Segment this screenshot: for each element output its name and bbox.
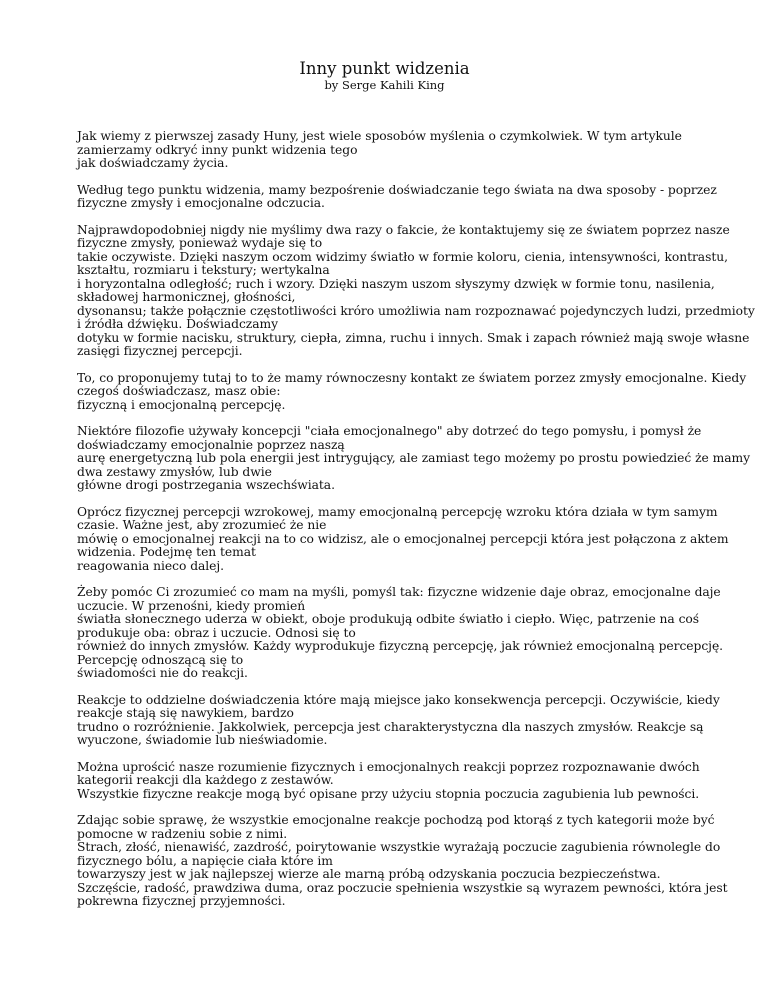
text-line: Oprócz fizycznej percepcji wzrokowej, mamy emocjonalną percepcję wzroku która działa w tym samym xyxy=(77,504,718,519)
text-line: Można uprościć nasze rozumienie fizycznych i emocjonalnych reakcji poprzez rozpoznawanie dwóch xyxy=(77,759,700,774)
paragraph xyxy=(77,504,729,574)
text-line: czegoś doświadczasz, masz obie: xyxy=(77,384,281,398)
text-line: Strach, złość, nienawiść, zazdrość, poirytowanie wszystkie wyrażają poczucie zagubienia równolegle do xyxy=(77,840,721,854)
document-page xyxy=(77,59,755,922)
text-line: aurę energetyczną lub pola energii jest intrygujący, ale zamiast tego możemy po prostu powiedzieć że mamy xyxy=(77,451,751,465)
text-line: wyuczone, świadomie lub nieświadomie. xyxy=(77,733,328,747)
paragraph xyxy=(77,759,700,802)
text-line: zasięgi fizycznej percepcji. xyxy=(77,344,243,358)
text-line: kategorii reakcji dla każdego z zestawów. xyxy=(77,773,334,787)
text-line: reakcje stają się nawykiem, bardzo xyxy=(77,706,294,720)
text-line: i źródła dźwięku. Doświadczamy xyxy=(77,317,279,331)
text-line: i horyzontalna odległość; ruch i wzory. Dzięki naszym uszom słyszymy dzwięk w formie tonu, nasilenia, xyxy=(77,276,715,291)
text-line: produkuje oba: obraz i uczucie. Odnosi się to xyxy=(77,625,356,640)
text-line: Szczęście, radość, prawdziwa duma, oraz poczucie spełnienia wszystkie są wyrazem pewności, która jest xyxy=(77,880,728,895)
text-line: fizyczne zmysły i emocjonalne odczucia. xyxy=(77,196,325,210)
text-line: Żeby pomóc Ci zrozumieć co mam na myśli, pomyśl tak: fizyczne widzenie daje obraz, emocjonalne daje xyxy=(77,585,721,599)
text-line: dotyku w formie nacisku, struktury, ciepła, zimna, ruchu i innych. Smak i zapach również mają swoje własne xyxy=(77,330,750,345)
text-line: Jak wiemy z pierwszej zasady Huny, jest wiele sposobów myślenia o czymkolwiek. W tym artykule xyxy=(77,129,682,143)
document-body xyxy=(77,129,755,909)
text-line: Niektóre filozofie używały koncepcji "ciała emocjonalnego" aby dotrzeć do tego pomysłu, i pomysł że xyxy=(77,424,702,438)
text-line: dysonansu; także połącznie częstotliwości króro umożliwia nam rozpoznawać pojedynczych ludzi, przedmioty xyxy=(77,303,755,318)
text-line: światła słonecznego uderza w obiekt, oboje produkują odbite światło i ciepło. Więc, patrzenie na coś xyxy=(77,612,700,626)
paragraph xyxy=(77,370,747,413)
text-line: To, co proponujemy tutaj to to że mamy równoczesny kontakt ze światem porzez zmysły emocjonalne. Kiedy xyxy=(77,370,747,385)
paragraph xyxy=(77,813,728,909)
text-line: trudno o rozróżnienie. Jakkolwiek, percepcja jest charakterystyczna dla naszych zmysłów. Reakcje są xyxy=(77,719,704,734)
text-line: kształtu, rozmiaru i tekstury; wertykalna xyxy=(77,263,330,277)
text-line: takie oczywiste. Dzięki naszym oczom widzimy światło w formie koloru, cienia, intensywności, kontrastu, xyxy=(77,249,728,264)
text-line: fizyczne zmysły, ponieważ wydaje się to xyxy=(77,236,323,250)
paragraph xyxy=(77,182,717,211)
text-line: Według tego punktu widzenia, mamy bezpośrenie doświadczanie tego świata na dwa sposoby - poprzez xyxy=(77,182,717,197)
text-line: fizyczną i emocjonalną percepcję. xyxy=(77,397,286,412)
text-line: Percepcję odnoszącą się to xyxy=(77,652,244,667)
text-line: mówię o emocjonalnej reakcji na to co widzisz, ale o emocjonalnej percepcji która jest połączona z aktem xyxy=(77,531,729,546)
text-line: Reakcje to oddzielne doświadczenia które mają miejsce jako konsekwencja percepcji. Oczywiście, kiedy xyxy=(77,692,720,707)
document-title: Inny punkt widzenia xyxy=(299,59,470,78)
text-line: zamierzamy odkryć inny punkt widzenia tego xyxy=(77,142,358,157)
text-line: fizycznego bólu, a napięcie ciała które im xyxy=(77,853,333,868)
text-line: również do innych zmysłów. Każdy wyprodukuje fizyczną percepcję, jak również emocjonalną percepcję. xyxy=(77,639,724,653)
text-line: świadomości nie do reakcji. xyxy=(77,666,248,680)
text-line: reagowania nieco dalej. xyxy=(77,558,225,573)
text-line: składowej harmonicznej, głośności, xyxy=(77,290,296,304)
text-line: jak doświadczamy życia. xyxy=(77,156,229,170)
text-line: czasie. Ważne jest, aby zrozumieć że nie xyxy=(77,518,327,532)
text-line: Wszystkie fizyczne reakcje mogą być opisane przy użyciu stopnia poczucia zagubienia lub pewności. xyxy=(77,786,700,801)
text-line: Najprawdopodobniej nigdy nie myślimy dwa razy o fakcie, że kontaktujemy się ze światem poprzez nasze xyxy=(77,222,730,237)
paragraph xyxy=(77,222,755,359)
text-line: uczucie. W przenośni, kiedy promień xyxy=(77,598,306,613)
document-byline: by Serge Kahili King xyxy=(324,78,445,92)
text-line: doświadczamy emocjonalnie poprzez naszą xyxy=(77,437,345,452)
paragraph xyxy=(77,130,692,171)
text-line: pokrewna fizycznej przyjemności. xyxy=(77,894,286,908)
paragraph xyxy=(77,692,720,748)
text-line: widzenia. Podejmę ten temat xyxy=(77,545,256,559)
text-line: Zdając sobie sprawę, że wszystkie emocjonalne reakcje pochodzą pod ktorąś z tych kategorii może być xyxy=(77,813,715,827)
text-line: główne drogi postrzegania wszechświata. xyxy=(77,478,335,492)
text-line: towarzyszy jest w jak najlepszej wierze ale marną próbą odzyskania poczucia bezpieczeństwa. xyxy=(77,867,661,881)
text-line: dwa zestawy zmysłów, lub dwie xyxy=(77,464,272,479)
paragraph xyxy=(77,585,724,681)
text-line: pomocne w radzeniu sobie z nimi. xyxy=(77,826,288,841)
paragraph xyxy=(77,424,751,493)
